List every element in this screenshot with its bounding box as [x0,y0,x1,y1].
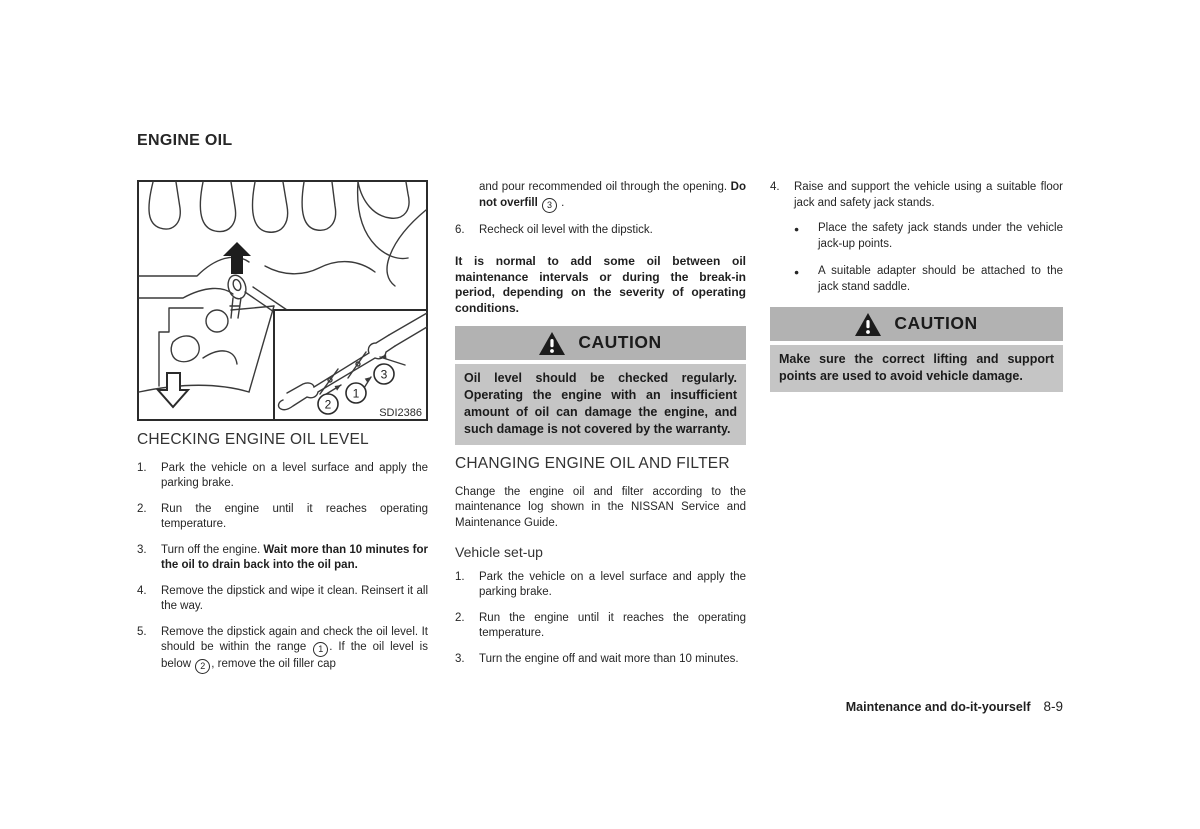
bullet-item [794,264,1063,295]
figure-callout-3: 3 [380,367,388,382]
caution-header [770,307,1063,341]
continuation-text: . [557,196,565,209]
page-footer [846,699,1063,714]
page-title: ENGINE OIL [137,132,233,149]
changing-intro: Change the engine oil and filter according to the maintenance log shown in the NISSAN Service and Maintenance Guide. [455,485,746,529]
list-item [455,652,746,668]
engine-oil-figure [137,180,428,421]
item-number: 2. [455,611,465,624]
warning-triangle-icon [539,332,565,355]
item-text-part: Remove the dipstick again and check the oil level. It should be within the range [161,625,428,653]
caution-body-text: Make sure the correct lifting and support points are used to avoid vehicle damage. [770,345,1063,392]
item-text: Park the vehicle on a level surface and apply the parking brake. [479,570,746,598]
circled-number-1: 1 [313,642,328,657]
engine-dipstick-illustration [137,180,428,421]
warning-triangle-icon [855,313,881,336]
item-number: 5. [137,625,147,638]
item-number: 4. [770,181,780,193]
item-text-bold: Wait more than 10 minutes for the oil to drain back into the oil pan. [161,543,429,571]
footer-page-number: 8-9 [1043,699,1063,714]
figure-label: SDI2386 [379,407,422,419]
bullet-icon: ● [794,224,800,234]
list-item [455,223,746,239]
bullet-text: A suitable adapter should be attached to the jack stand saddle. [818,265,1063,293]
item-number: 1. [455,570,465,583]
item-text: Remove the dipstick and wipe it clean. Reinsert it all the way. [161,584,428,612]
continuation-text: and pour recommended oil through the opening. [479,181,731,193]
column-middle [455,180,746,677]
list-item [770,180,1063,211]
section-heading-checking: CHECKING ENGINE OIL LEVEL [137,431,369,448]
item-number: 6. [455,223,465,236]
item-text-part: , remove the oil filler cap [211,658,336,670]
item-number: 3. [455,652,465,665]
item-text: Run the engine until it reaches the operating temperature. [479,611,746,639]
list-item [455,570,746,601]
item-number: 3. [137,543,147,556]
item-text [161,625,428,675]
bullet-icon: ● [794,267,800,277]
item-text [161,543,428,574]
item-text: Park the vehicle on a level surface and apply the parking brake. [161,461,428,489]
circled-number-2: 2 [195,659,210,674]
footer-section-title: Maintenance and do-it-yourself [845,700,1031,714]
item-number: 2. [137,502,147,515]
bullet-text: Place the safety jack stands under the vehicle jack-up points. [818,222,1063,250]
caution-box-oil [455,326,746,445]
list-item [137,461,428,492]
figure-callout-1: 1 [352,386,360,401]
list-item [455,611,746,642]
bullet-item [794,221,1063,252]
item-text: Recheck oil level with the dipstick. [479,223,653,236]
figure-callout-2: 2 [324,397,332,412]
caution-title: CAUTION [578,332,662,353]
item5-continuation [479,180,746,213]
list-item [137,625,428,675]
circled-number-3: 3 [542,198,557,213]
item-text-normal: Turn off the engine. [161,543,264,556]
item-number: 1. [137,461,147,474]
normal-oil-consumption-note: It is normal to add some oil between oil maintenance intervals or during the break-in period, depending on the severity of operating conditions. [455,254,746,315]
caution-box-lifting [770,307,1063,392]
list-item [137,584,428,615]
caution-body-text: Oil level should be checked regularly. Operating the engine with an insufficient amount of oil can damage the engine, and such damage is not covered by the warranty. [455,364,746,445]
item-number: 4. [137,584,147,597]
column-left [137,180,428,684]
column-right [770,180,1063,403]
item-text: Turn the engine off and wait more than 10 minutes. [479,652,739,665]
list-item [137,543,428,574]
caution-title: CAUTION [894,313,978,334]
item-text: Raise and support the vehicle using a suitable floor jack and safety jack stands. [794,181,1063,209]
section-heading-changing: CHANGING ENGINE OIL AND FILTER [455,455,730,472]
item-text: Run the engine until it reaches operating temperature. [161,502,428,530]
subheading-vehicle-setup: Vehicle set-up [455,544,543,560]
caution-header [455,326,746,360]
do-not-overfill-bold: Do not overfill [479,181,746,209]
item-text-part: . If the oil level is below [161,641,428,670]
list-item [137,502,428,533]
